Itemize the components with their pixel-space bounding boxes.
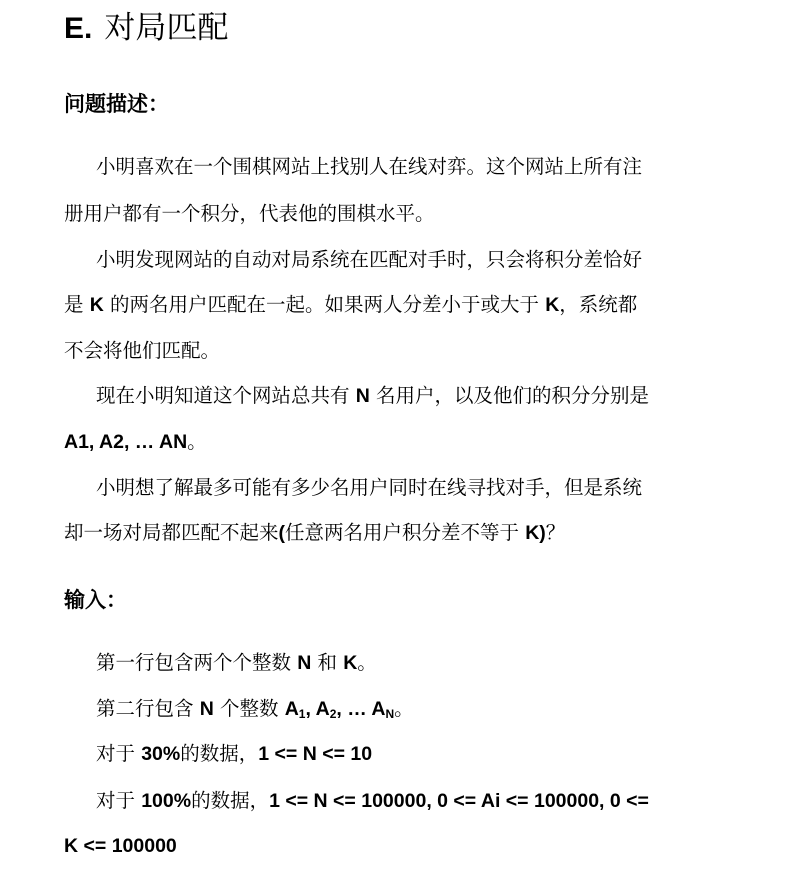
paragraph-3-line-2 <box>64 427 207 457</box>
paragraph-1-line-2 <box>64 199 435 229</box>
text: 任意两名用户积分差不等于 <box>285 521 526 544</box>
subscript: N <box>385 707 395 721</box>
text: 是 <box>64 293 90 316</box>
text: 对于 <box>96 789 142 812</box>
variable-k: K <box>343 652 358 674</box>
text: 。 <box>357 651 377 674</box>
input-line-1 <box>96 648 377 678</box>
percentage: 30% <box>141 743 181 765</box>
text: 第二行包含 <box>96 697 200 720</box>
text: 个整数 <box>213 697 285 720</box>
subscripted-list <box>285 698 394 720</box>
text: 第一行包含两个个整数 <box>96 651 298 674</box>
paragraph-2-line-2 <box>64 290 637 320</box>
text: 名用户，以及他们的积分分别是 <box>369 384 649 407</box>
paragraph-4-line-1 <box>96 473 642 503</box>
score-list: A1, A2, … AN <box>64 431 188 453</box>
text: 对于 <box>96 742 142 765</box>
problem-description-heading: 问题描述： <box>64 92 169 116</box>
paragraph-4-line-2 <box>64 518 565 548</box>
text: , … A <box>336 698 386 720</box>
variable-k: K <box>545 294 560 316</box>
subscript: 1 <box>298 707 306 721</box>
text: 册用户都有一个积分，代表他的围棋水平。 <box>64 202 435 225</box>
text: 。 <box>394 697 414 720</box>
text: A <box>284 698 299 720</box>
paragraph-3-line-1 <box>96 381 649 411</box>
paren: ( <box>278 522 286 544</box>
paragraph-1-line-1 <box>96 152 642 182</box>
variable-n: N <box>199 698 214 720</box>
problem-title: 对局匹配 <box>104 10 229 46</box>
subscript: 2 <box>329 707 337 721</box>
variable-n: N <box>355 385 370 407</box>
variable-k: K <box>89 294 104 316</box>
text: 小明喜欢在一个围棋网站上找别人在线对弈。这个网站上所有注 <box>96 155 643 178</box>
input-line-3 <box>96 739 372 769</box>
text: 的数据， <box>180 742 259 765</box>
text: 不会将他们匹配。 <box>64 339 221 362</box>
page-title <box>64 6 228 51</box>
paragraph-2-line-3 <box>64 336 220 366</box>
constraint: 1 <= N <= 100000, 0 <= Ai <= 100000, 0 <= <box>269 790 649 812</box>
text: 现在小明知道这个网站总共有 <box>96 384 356 407</box>
text: 和 <box>311 651 344 674</box>
text: ？ <box>545 521 566 544</box>
percentage: 100% <box>141 790 192 812</box>
text: 。 <box>187 430 207 453</box>
text: , A <box>305 698 330 720</box>
constraint: 1 <= N <= 10 <box>258 743 373 765</box>
text: 的两名用户匹配在一起。如果两人分差小于或大于 <box>103 293 546 316</box>
text: 的数据， <box>191 789 270 812</box>
variable-k: K) <box>525 522 546 544</box>
text: 小明发现网站的自动对局系统在匹配对手时，只会将积分差恰好 <box>96 248 643 271</box>
constraint: K <= 100000 <box>64 835 177 857</box>
text: ，系统都 <box>559 293 638 316</box>
input-line-2 <box>96 694 414 724</box>
text: 却一场对局都匹配不起来 <box>64 521 279 544</box>
input-heading: 输入： <box>64 588 127 612</box>
input-line-4 <box>96 786 649 816</box>
input-line-5 <box>64 831 177 861</box>
variable-n: N <box>297 652 312 674</box>
paragraph-2-line-1 <box>96 245 642 275</box>
text: 小明想了解最多可能有多少名用户同时在线寻找对手，但是系统 <box>96 476 643 499</box>
problem-number: E. <box>64 12 93 45</box>
